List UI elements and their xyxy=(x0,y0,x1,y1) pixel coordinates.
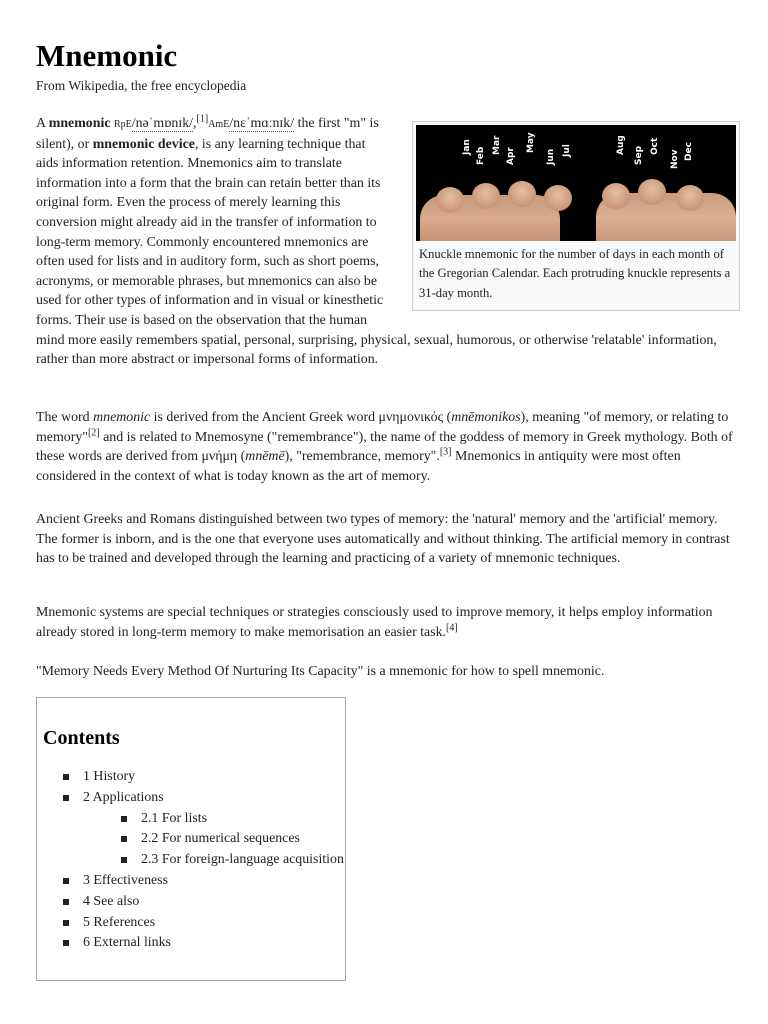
month-label: Feb xyxy=(476,146,486,165)
toc-item[interactable] xyxy=(63,892,345,913)
term-mnemonic: mnemonic xyxy=(48,116,111,131)
month-label: Sep xyxy=(634,145,644,165)
toc-sublist xyxy=(121,809,345,871)
systems-paragraph xyxy=(36,603,740,642)
page-title: Mnemonic xyxy=(36,38,178,73)
para-text: and is related to Mnemosyne ("remembrance"), the name of the goddess of memory in Greek mythology. Both of these words are derived from μνήμη ( xyxy=(36,429,733,465)
toc-item[interactable] xyxy=(63,767,345,788)
spelling-paragraph: "Memory Needs Every Method Of Nurturing Its Capacity" is a mnemonic for how to spell mnemonic. xyxy=(36,664,605,679)
para-text: ), meaning "of memory, or relating to memory" xyxy=(36,410,729,445)
term-mnemonic-device: mnemonic device xyxy=(92,136,195,152)
month-label: Jul xyxy=(562,144,572,157)
month-label: Mar xyxy=(492,135,502,155)
knuckle-dec xyxy=(676,185,704,211)
rpe-pronunciation[interactable]: /nəˈmɒnɪk/ xyxy=(131,116,194,131)
toc-item[interactable] xyxy=(63,913,345,934)
etymology-paragraph xyxy=(36,408,740,486)
toc-link-external-links[interactable]: 6 External links xyxy=(83,935,171,951)
toc-heading: Contents xyxy=(43,727,120,749)
greek-roman-paragraph: Ancient Greeks and Romans distinguished between two types of memory: the 'natural' memory and the 'artificial' memory. The former is inborn, and is the one that everyone uses automatically and without thinking. The artificial memory in contrast has to be trained and developed through the learning and practicing of a variety of mnemonic techniques. xyxy=(36,512,730,567)
toc-item[interactable] xyxy=(63,933,345,954)
figure-caption: Knuckle mnemonic for the number of days in each month of the Gregorian Calendar. Each protruding knuckle represents a 31-day month. xyxy=(419,247,731,300)
para-emphasis: mnēmonikos xyxy=(451,410,521,425)
para-text: ), "remembrance, memory". xyxy=(284,449,440,465)
knuckle-figure xyxy=(412,121,740,311)
month-label: Apr xyxy=(506,147,516,165)
toc-item[interactable] xyxy=(121,829,345,850)
intro-paragraph: Jan Feb Mar Apr May Jun Jul Aug Sep Oct Nov Dec Knuckle mnemonic for the number of days in each month of the Gregorian Calendar. Each protruding knuckle represents a 31-day month. A mnemonic RpE/nəˈmɒnɪk/,[1]AmE/nɛˈmɑːnɪk/ the first "m" is silent), or mnemonic device, is any learning technique that aids information retention. Mnemonics aim to translate information into a form that the brain can retain better than its original form. Even the process of merely learning this conversion might already aid in the transfer of information to long-term memory. Commonly encountered mnemonics are often used for lists and in auditory form, such as short poems, acronyms, or memorable phrases, but mnemonics can also be used for other types of information and in visual or kinesthetic forms. Their use is based on the observation that the human mind more easily remembers spatial, personal, surprising, physical, sexual, humorous, or otherwise 'relatable' information, rather than more abstract or impersonal forms of information. xyxy=(36,114,740,370)
toc-item[interactable] xyxy=(121,809,345,830)
para-text: The word xyxy=(36,410,94,425)
toc-item[interactable] xyxy=(63,788,345,871)
citation-4[interactable]: [4] xyxy=(446,621,458,633)
month-label: Jan xyxy=(462,139,472,155)
intro-text: A xyxy=(36,116,49,131)
toc-link-references[interactable]: 5 References xyxy=(83,914,156,930)
toc-link-history[interactable]: 1 History xyxy=(83,769,136,784)
knuckle-jan xyxy=(436,187,464,213)
toc-list xyxy=(63,767,345,954)
citation-3[interactable]: [3] xyxy=(439,446,452,458)
toc-link-for-lists[interactable]: 2.1 For lists xyxy=(141,810,207,826)
month-label: May xyxy=(526,132,536,153)
para-text: is derived from the Ancient Greek word μνημονικός ( xyxy=(150,410,452,425)
knuckle-image[interactable] xyxy=(416,125,736,241)
toc-link-applications[interactable]: 2 Applications xyxy=(83,789,164,805)
intro-text: the first "m" is silent), or xyxy=(36,116,379,152)
site-tagline: From Wikipedia, the free encyclopedia xyxy=(36,78,247,93)
knuckle-mar xyxy=(472,183,500,209)
knuckle-aug xyxy=(602,183,630,209)
knuckle-may xyxy=(508,181,536,207)
intro-text: , is any learning technique that aids information retention. Mnemonics aim to translate information into a form that the brain can retain better than its original form. Even the process of merely learning this conversion might already aid in the transfer of information to long-term memory. Commonly encountered mnemonics are often used for lists and in auditory form, such as short poems, acronyms, or memorable phrases, but mnemonics can also be used for other types of information and in visual or kinesthetic forms. Their use is based on the observation that the human mind more easily remembers spatial, personal, surprising, physical, sexual, humorous, or otherwise 'relatable' information, rather than more abstract or impersonal forms of information. xyxy=(36,136,717,368)
table-of-contents xyxy=(36,697,346,981)
month-label: Oct xyxy=(650,137,660,155)
month-label: Aug xyxy=(616,135,626,155)
month-label: Jun xyxy=(546,148,556,165)
toc-link-see-also[interactable]: 4 See also xyxy=(83,893,140,909)
rpe-label[interactable]: RpE xyxy=(113,119,132,130)
para-emphasis: mnemonic xyxy=(93,410,151,425)
month-label: Nov xyxy=(670,149,680,169)
knuckle-jul xyxy=(544,185,572,211)
para-text: Mnemonics in antiquity were most often considered in the context of what is today known as the art of memory. xyxy=(36,449,681,484)
toc-link-numerical-sequences[interactable]: 2.2 For numerical sequences xyxy=(141,831,300,847)
citation-1[interactable]: [1] xyxy=(196,113,209,125)
toc-item[interactable] xyxy=(121,850,345,871)
toc-link-effectiveness[interactable]: 3 Effectiveness xyxy=(83,872,168,888)
month-label: Dec xyxy=(684,142,694,161)
para-emphasis: mnēmē xyxy=(245,449,285,465)
toc-link-foreign-language[interactable]: 2.3 For foreign-language acquisition xyxy=(141,852,344,868)
citation-2[interactable]: [2] xyxy=(87,426,100,438)
para-text: Mnemonic systems are special techniques or strategies consciously used to improve memory, it helps employ information already stored in long-term memory to make memorisation an easier task. xyxy=(36,605,713,640)
ame-pronunciation[interactable]: /nɛˈmɑːnɪk/ xyxy=(229,116,295,131)
knuckle-oct xyxy=(638,179,666,205)
toc-item[interactable] xyxy=(63,871,345,892)
ame-label[interactable]: AmE xyxy=(208,119,230,130)
